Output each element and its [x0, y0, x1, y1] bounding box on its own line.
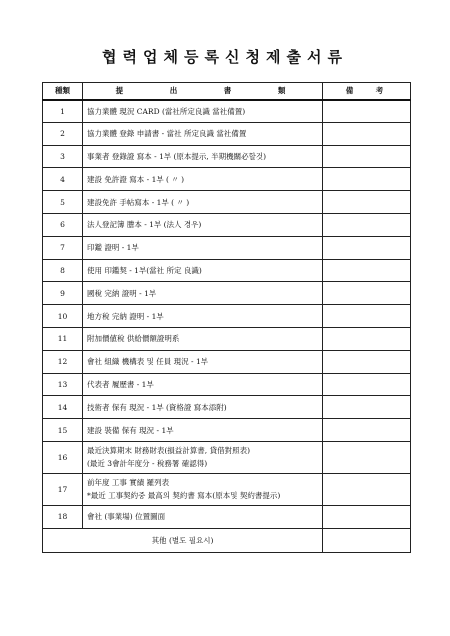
table-row [43, 441, 411, 473]
table-row [43, 236, 411, 259]
row-number: 6 [43, 213, 83, 236]
footer-remarks-cell [323, 528, 411, 552]
document-line: 建設 裝備 保有 現況 - 1부 [87, 425, 174, 435]
document-line: 事業者 登錄證 寫本 - 1부 (原本提示, 半期機關必할것) [87, 151, 267, 161]
remarks-cell [323, 282, 411, 305]
remarks-cell [323, 327, 411, 350]
document-line: 建設 免許證 寫本 - 1부 ( 〃 ) [87, 174, 185, 184]
row-number: 15 [43, 419, 83, 442]
row-number: 12 [43, 350, 83, 373]
table-row [43, 145, 411, 168]
remarks-cell [323, 441, 411, 473]
row-number: 5 [43, 191, 83, 214]
table-row [43, 100, 411, 123]
document-description [83, 419, 323, 442]
header-remarks: 備 考 [323, 83, 411, 100]
document-description [83, 282, 323, 305]
row-number: 4 [43, 168, 83, 191]
table-row [43, 327, 411, 350]
remarks-cell [323, 350, 411, 373]
document-line: 地方稅 完納 證明 - 1부 [87, 311, 164, 321]
document-description [83, 373, 323, 396]
row-number: 17 [43, 473, 83, 505]
document-description [83, 168, 323, 191]
document-description [83, 327, 323, 350]
document-line: 代表者 履歷書 - 1부 [87, 379, 154, 389]
document-description [83, 100, 323, 123]
remarks-cell [323, 236, 411, 259]
remarks-cell [323, 145, 411, 168]
document-line: 法人登記簿 謄本 - 1부 (法人 경우) [87, 220, 202, 230]
document-description [83, 191, 323, 214]
document-line: 會社 組織 機構表 및 任員 現況 - 1부 [87, 357, 208, 367]
row-number: 16 [43, 441, 83, 473]
remarks-cell [323, 419, 411, 442]
document-line: 國稅 完納 證明 - 1부 [87, 288, 157, 298]
document-line: 印鑑 證明 - 1부 [87, 243, 139, 253]
document-description [83, 441, 323, 473]
table-row [43, 396, 411, 419]
table-row [43, 373, 411, 396]
table-header-row [43, 83, 411, 100]
document-description [83, 505, 323, 528]
table-row [43, 305, 411, 328]
table-row [43, 168, 411, 191]
table-row [43, 350, 411, 373]
table-footer-row [43, 528, 411, 552]
remarks-cell [323, 122, 411, 145]
row-number: 9 [43, 282, 83, 305]
remarks-cell [323, 473, 411, 505]
document-description [83, 259, 323, 282]
remarks-cell [323, 305, 411, 328]
document-line: 最近決算期末 財務財表(損益計算書, 貸借對照表) [87, 446, 251, 456]
document-line: 協力業體 現況 CARD (當社所定良識 當社備置) [87, 106, 246, 116]
document-description [83, 236, 323, 259]
table-row [43, 419, 411, 442]
remarks-cell [323, 213, 411, 236]
remarks-cell [323, 259, 411, 282]
remarks-cell [323, 100, 411, 123]
row-number: 2 [43, 122, 83, 145]
remarks-cell [323, 191, 411, 214]
document-line: 使用 印鑑契 - 1부(當社 所定 良識) [87, 265, 202, 275]
table-row [43, 191, 411, 214]
remarks-cell [323, 168, 411, 191]
document-description [83, 145, 323, 168]
row-number: 10 [43, 305, 83, 328]
remarks-cell [323, 396, 411, 419]
row-number: 7 [43, 236, 83, 259]
row-number: 8 [43, 259, 83, 282]
remarks-cell [323, 505, 411, 528]
row-number: 11 [43, 327, 83, 350]
document-line: (最近 3會計年度分 - 稅務署 確認得) [87, 459, 208, 469]
document-description [83, 350, 323, 373]
document-description [83, 396, 323, 419]
document-line: 附加價値稅 供給價額證明系 [87, 334, 180, 344]
document-line: 技術者 保有 現況 - 1부 (資格證 寫本添附) [87, 402, 227, 412]
document-line: *最近 工事契約중 最高의 契約書 寫本(原本및 契約書提示) [87, 491, 281, 501]
document-line: 前年度 工事 實績 羅列表 [87, 478, 170, 488]
header-documents: 提 出 書 類 [83, 83, 323, 100]
document-title: 협력업체등록신청제출서류 [102, 48, 348, 66]
table-row [43, 505, 411, 528]
row-number: 18 [43, 505, 83, 528]
footer-other: 其他 (별도 필요시) [43, 528, 323, 552]
document-description [83, 122, 323, 145]
row-number: 1 [43, 100, 83, 123]
table-row [43, 213, 411, 236]
table-body [43, 100, 411, 529]
row-number: 14 [43, 396, 83, 419]
document-line: 會社 (事業場) 位置圖面 [87, 512, 166, 522]
table-row [43, 122, 411, 145]
document-line: 協力業體 登錄 申請書 - 當社 所定良識 當社備置 [87, 129, 247, 139]
document-description [83, 305, 323, 328]
row-number: 3 [43, 145, 83, 168]
table-row [43, 473, 411, 505]
document-description [83, 213, 323, 236]
table-row [43, 282, 411, 305]
document-description [83, 473, 323, 505]
row-number: 13 [43, 373, 83, 396]
table-row [43, 259, 411, 282]
submission-documents-table [42, 82, 411, 553]
header-type: 種類 [43, 83, 83, 100]
document-line: 建設免許 手帖寫本 - 1부 ( 〃 ) [87, 197, 190, 207]
remarks-cell [323, 373, 411, 396]
